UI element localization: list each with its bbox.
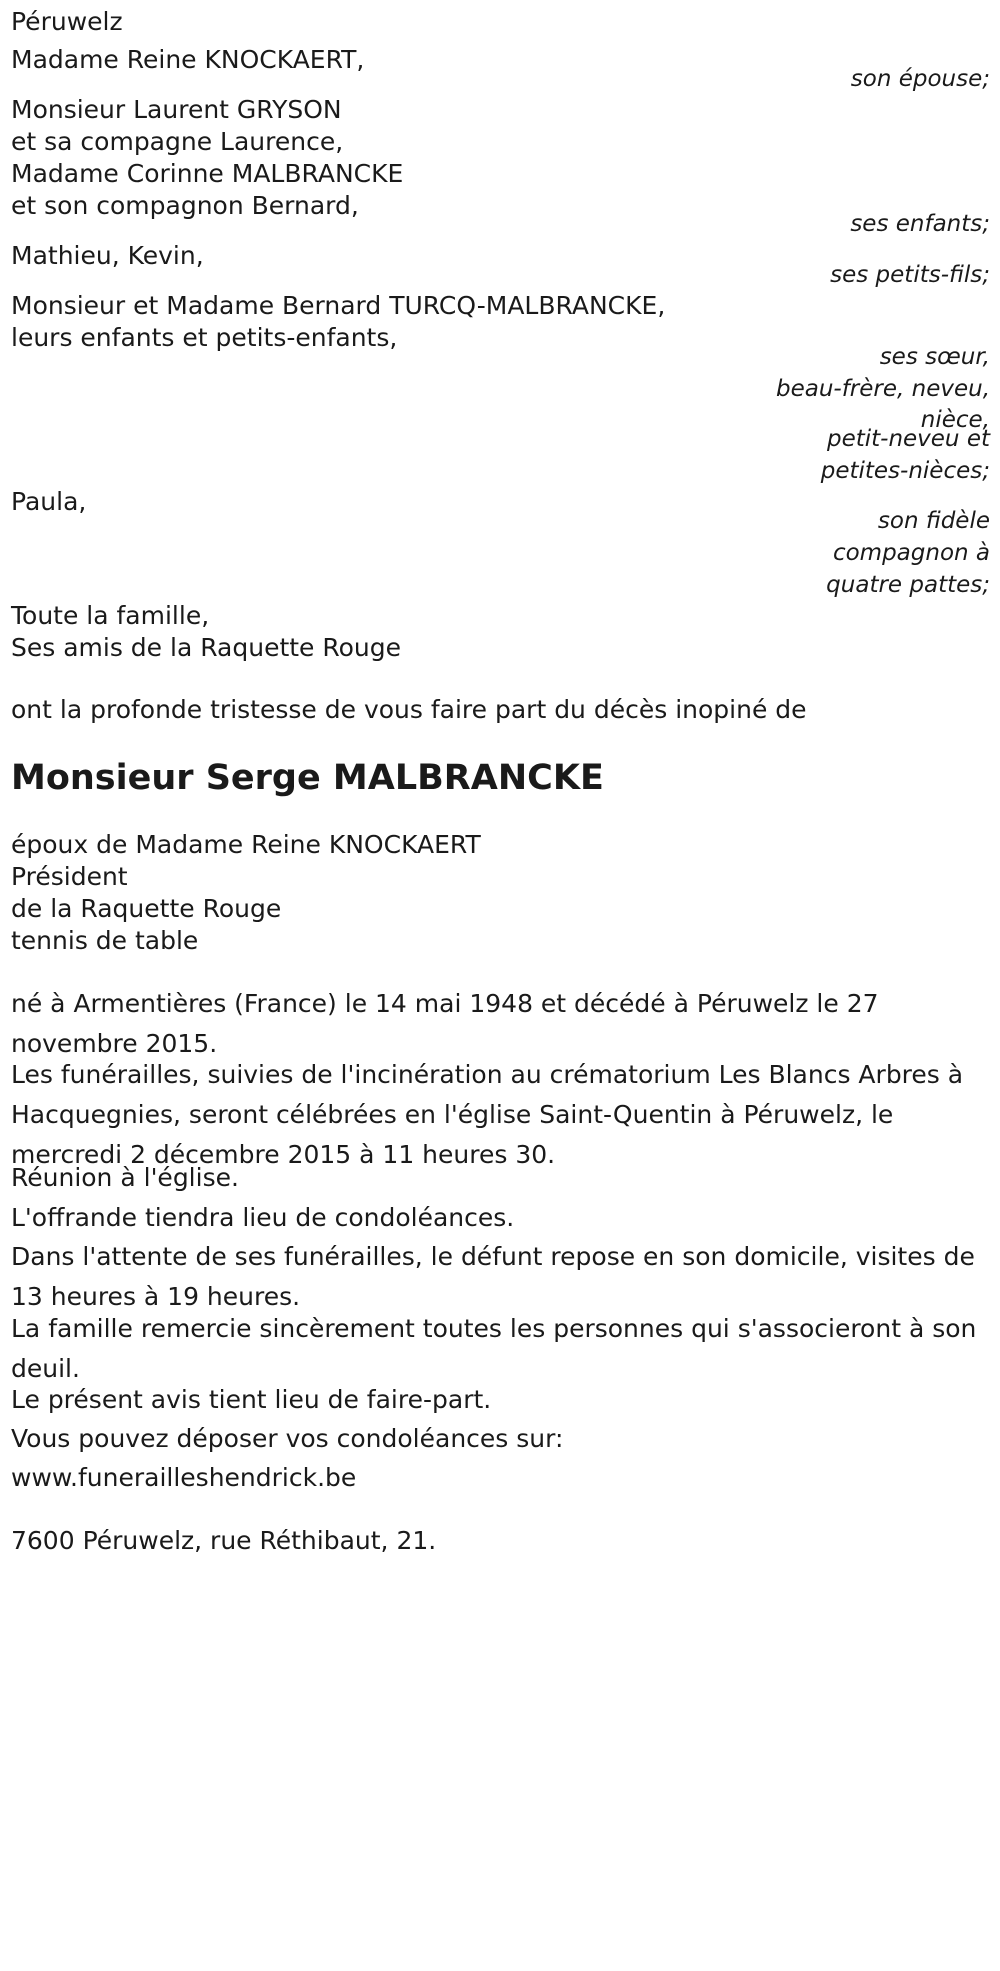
offering-line: L'offrande tiendra lieu de condoléances.	[11, 1203, 515, 1232]
child-line-2: et sa compagne Laurence,	[11, 127, 344, 156]
child-line-3: Madame Corinne MALBRANCKE	[11, 159, 404, 188]
others-line-2: Ses amis de la Raquette Rouge	[11, 633, 402, 662]
others-line-1: Toute la famille,	[11, 601, 210, 630]
spouse-name: Madame Reine KNOCKAERT,	[11, 45, 365, 74]
pet-role-3: quatre pattes;	[826, 572, 990, 598]
address-line: 7600 Péruwelz, rue Réthibaut, 21.	[11, 1526, 437, 1555]
siblings-role-3: nièce,	[920, 407, 990, 433]
siblings-role-4: petit-neveu et	[826, 426, 990, 452]
siblings-role-5: petites-nièces;	[820, 458, 990, 484]
grandsons-role: ses petits-fils;	[830, 262, 990, 288]
siblings-role-1: ses sœur,	[879, 344, 990, 370]
funeral-paragraph: Les funérailles, suivies de l'incinération au crématorium Les Blancs Arbres à Hacquegnies, seront célébrées en l'église Saint-Quentin à Péruwelz, le mercredi 2 décembre 2015 à 11 heures 30.	[11, 1060, 964, 1169]
detail-line-3: de la Raquette Rouge	[11, 894, 282, 923]
birth-death-paragraph: né à Armentières (France) le 14 mai 1948 et décédé à Péruwelz le 27 novembre 2015.	[11, 989, 879, 1058]
siblings-line-1: Monsieur et Madame Bernard TURCQ-MALBRANCKE,	[11, 291, 666, 320]
child-line-1: Monsieur Laurent GRYSON	[11, 95, 342, 124]
pet-name: Paula,	[11, 487, 87, 516]
visits-paragraph: Dans l'attente de ses funérailles, le défunt repose en son domicile, visites de 13 heures à 19 heures.	[11, 1242, 975, 1311]
children-role: ses enfants;	[850, 211, 990, 237]
grandsons-names: Mathieu, Kevin,	[11, 241, 204, 270]
place-header: Péruwelz	[11, 7, 123, 36]
siblings-line-2: leurs enfants et petits-enfants,	[11, 323, 398, 352]
pet-role-1: son fidèle	[877, 508, 990, 534]
detail-line-1: époux de Madame Reine KNOCKAERT	[11, 830, 481, 859]
thanks-paragraph: La famille remercie sincèrement toutes les personnes qui s'associeront à son deuil.	[11, 1314, 977, 1383]
website-link[interactable]: www.funerailleshendrick.be	[11, 1463, 357, 1492]
notice-line: Le présent avis tient lieu de faire-part.	[11, 1385, 492, 1414]
deceased-name: Monsieur Serge MALBRANCKE	[11, 758, 604, 798]
announcement: ont la profonde tristesse de vous faire part du décès inopiné de	[11, 695, 807, 724]
meeting-line: Réunion à l'église.	[11, 1163, 239, 1192]
detail-line-4: tennis de table	[11, 926, 199, 955]
detail-line-2: Président	[11, 862, 128, 891]
pet-role-2: compagnon à	[832, 540, 990, 566]
condolences-prompt: Vous pouvez déposer vos condoléances sur:	[11, 1424, 564, 1453]
siblings-role-2: beau-frère, neveu,	[775, 376, 990, 402]
spouse-role: son épouse;	[850, 66, 990, 92]
child-line-4: et son compagnon Bernard,	[11, 191, 359, 220]
